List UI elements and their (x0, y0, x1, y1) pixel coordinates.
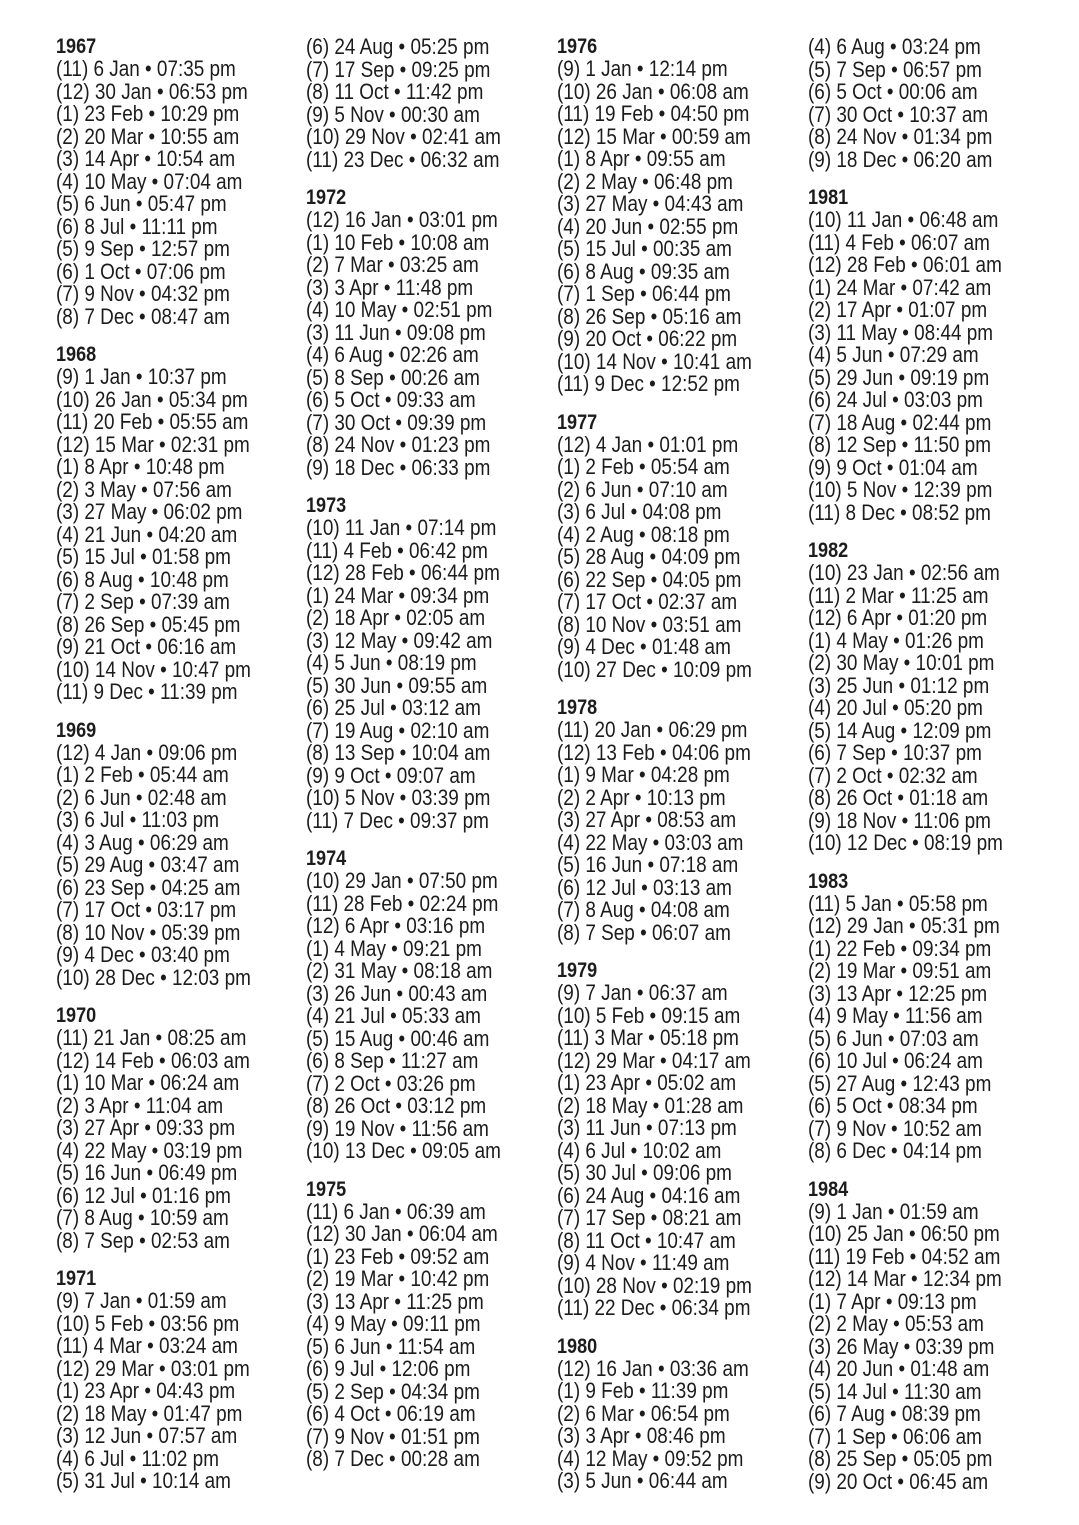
date-entry: (7) 8 Aug • 04:08 am (557, 897, 730, 922)
date-entry: (5) 31 Jul • 10:14 am (56, 1468, 231, 1493)
date-entry: (4) 10 May • 07:04 am (56, 168, 243, 194)
date-entry: (7) 17 Oct • 02:37 am (557, 589, 738, 614)
date-entry: (2) 2 May • 05:53 am (808, 1311, 984, 1336)
date-entry: (7) 1 Sep • 06:06 am (808, 1423, 982, 1449)
date-entry: (6) 25 Jul • 03:12 am (306, 695, 481, 720)
date-entry: (8) 10 Nov • 05:39 pm (56, 919, 241, 945)
year-heading: 1971 (56, 1267, 97, 1290)
year-heading: 1979 (557, 959, 598, 982)
date-entry: (4) 5 Jun • 08:19 pm (306, 650, 477, 675)
date-entry: (11) 5 Jan • 05:58 pm (808, 890, 988, 916)
date-entry: (4) 10 May • 02:51 pm (306, 297, 493, 322)
date-entry: (5) 9 Sep • 12:57 pm (56, 236, 230, 261)
date-entry: (9) 19 Nov • 11:56 am (306, 1115, 489, 1141)
date-entry: (6) 7 Aug • 08:39 pm (808, 1401, 981, 1426)
date-entry: (11) 2 Mar • 11:25 am (808, 582, 989, 608)
date-entry: (1) 8 Apr • 09:55 am (557, 146, 726, 171)
date-entry: (5) 14 Jul • 11:30 am (808, 1378, 982, 1404)
date-entry: (8) 26 Sep • 05:45 pm (56, 611, 241, 637)
date-entry: (1) 24 Mar • 09:34 pm (306, 582, 490, 608)
date-entry: (10) 12 Dec • 08:19 pm (808, 830, 1003, 855)
date-entry: (8) 26 Sep • 05:16 am (557, 303, 742, 329)
date-entry: (12) 16 Jan • 03:36 am (557, 1355, 749, 1381)
date-entry: (4) 3 Aug • 06:29 am (56, 829, 229, 855)
date-entry: (2) 31 May • 08:18 am (306, 958, 493, 983)
date-entry: (12) 6 Apr • 01:20 pm (808, 605, 988, 630)
date-entry: (10) 29 Jan • 07:50 pm (306, 868, 498, 893)
block-gap (557, 944, 807, 960)
date-entry: (2) 18 Apr • 02:05 am (306, 605, 486, 630)
date-entry: (12) 30 Jan • 06:53 pm (56, 78, 248, 104)
date-entry: (7) 19 Aug • 02:10 am (306, 717, 490, 743)
date-entry: (4) 6 Aug • 02:26 am (306, 342, 479, 367)
date-entry: (4) 21 Jul • 05:33 am (306, 1003, 481, 1028)
date-entry: (6) 8 Jul • 11:11 pm (56, 213, 218, 239)
date-entry: (11) 28 Feb • 02:24 pm (306, 890, 499, 916)
block-gap (56, 1252, 306, 1268)
date-entry: (6) 9 Jul • 12:06 pm (306, 1356, 471, 1381)
date-entry: (10) 28 Dec • 12:03 pm (56, 964, 251, 990)
date-entry: (12) 13 Feb • 04:06 pm (557, 739, 751, 765)
date-entry: (1) 23 Apr • 04:43 pm (56, 1378, 236, 1403)
date-entry: (9) 7 Jan • 01:59 am (56, 1288, 227, 1313)
date-entry: (2) 6 Mar • 06:54 pm (557, 1400, 730, 1426)
date-entry: (8) 24 Nov • 01:34 pm (808, 124, 993, 149)
date-entry: (5) 28 Aug • 04:09 pm (557, 544, 741, 569)
year-heading: 1977 (557, 410, 598, 434)
date-entry: (5) 15 Aug • 00:46 am (306, 1025, 490, 1051)
date-entry: (3) 11 May • 08:44 pm (808, 319, 994, 345)
date-entry: (11) 23 Dec • 06:32 am (306, 146, 500, 172)
date-entry: (7) 9 Nov • 10:52 am (808, 1115, 982, 1141)
date-entry: (3) 26 May • 03:39 pm (808, 1333, 995, 1359)
block-gap (808, 524, 1058, 540)
date-entry: (5) 8 Sep • 00:26 am (306, 364, 480, 390)
date-entry: (12) 28 Feb • 06:44 pm (306, 560, 500, 585)
date-entry: (11) 19 Feb • 04:50 pm (557, 101, 750, 126)
date-entry: (10) 23 Jan • 02:56 am (808, 560, 1000, 585)
year-heading: 1972 (306, 186, 347, 209)
date-entry: (2) 19 Mar • 09:51 am (808, 958, 992, 983)
year-heading: 1974 (306, 847, 347, 870)
date-entry: (5) 27 Aug • 12:43 pm (808, 1070, 992, 1096)
date-entry: (8) 7 Dec • 08:47 am (56, 303, 230, 329)
date-entry: (3) 26 Jun • 00:43 am (306, 980, 488, 1006)
block-gap (56, 704, 306, 720)
date-entry: (10) 5 Nov • 12:39 pm (808, 477, 993, 502)
date-entry: (6) 24 Jul • 03:03 pm (808, 387, 983, 412)
date-entry: (5) 2 Sep • 04:34 pm (306, 1378, 480, 1404)
date-entry: (2) 6 Jun • 02:48 am (56, 784, 227, 810)
date-entry: (12) 29 Mar • 04:17 am (557, 1047, 751, 1073)
year-heading: 1969 (56, 718, 97, 742)
date-entry: (11) 20 Feb • 05:55 am (56, 409, 249, 434)
date-entry: (5) 16 Jun • 07:18 am (557, 852, 739, 877)
date-entry: (5) 29 Aug • 03:47 am (56, 852, 240, 877)
date-entry: (7) 17 Oct • 03:17 pm (56, 897, 237, 922)
date-entry: (8) 11 Oct • 11:42 pm (306, 79, 484, 104)
date-entry: (1) 2 Feb • 05:44 am (56, 762, 229, 787)
block-gap (306, 479, 556, 495)
date-entry: (11) 9 Dec • 12:52 pm (557, 371, 740, 396)
date-entry: (10) 5 Feb • 03:56 pm (56, 1310, 240, 1336)
date-entry: (2) 30 May • 10:01 pm (808, 650, 995, 675)
date-entry: (4) 20 Jun • 02:55 pm (557, 213, 739, 239)
date-entry: (9) 1 Jan • 01:59 am (808, 1198, 979, 1224)
date-entry: (5) 29 Jun • 09:19 pm (808, 364, 990, 390)
column-1 (56, 36, 306, 1493)
date-entry: (5) 30 Jul • 09:06 pm (557, 1160, 732, 1185)
year-heading: 1968 (56, 343, 97, 366)
date-entry: (3) 27 May • 06:02 pm (56, 499, 243, 524)
date-entry: (11) 19 Feb • 04:52 am (808, 1243, 1001, 1269)
date-entry: (10) 5 Nov • 03:39 pm (306, 785, 491, 810)
date-entry: (2) 6 Jun • 07:10 am (557, 476, 728, 502)
date-entry: (6) 1 Oct • 07:06 pm (56, 258, 226, 284)
date-entry: (11) 9 Dec • 11:39 pm (56, 679, 238, 704)
year-heading: 1967 (56, 35, 97, 58)
date-entry: (3) 6 Jul • 11:03 pm (56, 807, 219, 832)
date-entry: (8) 26 Oct • 03:12 pm (306, 1093, 487, 1118)
date-entry: (11) 7 Dec • 09:37 pm (306, 807, 489, 833)
date-entry: (1) 24 Mar • 07:42 am (808, 274, 992, 300)
date-entry: (10) 27 Dec • 10:09 pm (557, 656, 752, 682)
block-gap (306, 832, 556, 848)
date-entry: (8) 24 Nov • 01:23 pm (306, 432, 491, 457)
date-entry: (8) 11 Oct • 10:47 am (557, 1227, 736, 1253)
date-entry: (4) 20 Jul • 05:20 pm (808, 695, 983, 720)
date-entry: (6) 22 Sep • 04:05 pm (557, 566, 742, 592)
date-entry: (4) 21 Jun • 04:20 am (56, 521, 238, 547)
date-entry: (8) 25 Sep • 05:05 pm (808, 1446, 993, 1471)
block-gap (56, 328, 306, 344)
date-entry: (12) 6 Apr • 03:16 pm (306, 913, 486, 938)
date-entry: (9) 9 Oct • 01:04 am (808, 454, 978, 480)
date-entry: (1) 2 Feb • 05:54 am (557, 454, 730, 479)
date-entry: (4) 5 Jun • 07:29 am (808, 342, 979, 367)
date-entry: (8) 12 Sep • 11:50 pm (808, 432, 991, 457)
date-entry: (10) 14 Nov • 10:41 am (557, 348, 752, 374)
year-heading: 1981 (808, 186, 849, 209)
date-entry: (9) 20 Oct • 06:22 pm (557, 326, 738, 351)
date-entry: (7) 9 Nov • 01:51 pm (306, 1423, 480, 1449)
date-entry: (10) 14 Nov • 10:47 pm (56, 656, 251, 682)
date-entry: (9) 18 Dec • 06:20 am (808, 146, 993, 172)
date-entry: (4) 6 Aug • 03:24 pm (808, 34, 981, 59)
date-entry: (1) 10 Feb • 10:08 am (306, 229, 490, 255)
date-entry: (10) 26 Jan • 05:34 pm (56, 386, 248, 412)
date-entry: (4) 22 May • 03:19 pm (56, 1137, 243, 1163)
year-heading: 1978 (557, 696, 598, 719)
date-entry: (5) 15 Jul • 01:58 pm (56, 544, 231, 569)
date-entry: (1) 10 Mar • 06:24 am (56, 1070, 240, 1095)
date-entry: (11) 21 Jan • 08:25 am (56, 1025, 247, 1050)
date-entry: (2) 19 Mar • 10:42 pm (306, 1266, 490, 1291)
date-entry: (6) 24 Aug • 04:16 am (557, 1182, 741, 1208)
date-entry: (9) 7 Jan • 06:37 am (557, 980, 728, 1005)
date-entry: (2) 7 Mar • 03:25 am (306, 252, 479, 277)
date-entry: (3) 6 Jul • 04:08 pm (557, 499, 722, 524)
block-gap (808, 171, 1058, 187)
date-entry: (10) 11 Jan • 07:14 pm (306, 515, 497, 540)
block-gap (557, 1320, 807, 1336)
date-entry: (1) 4 May • 01:26 pm (808, 627, 984, 653)
date-entry: (2) 3 Apr • 11:04 am (56, 1092, 224, 1118)
date-entry: (1) 8 Apr • 10:48 pm (56, 454, 225, 479)
date-entry: (6) 12 Jul • 01:16 pm (56, 1182, 231, 1208)
date-entry: (3) 27 May • 04:43 am (557, 191, 744, 216)
date-entry: (10) 28 Nov • 02:19 pm (557, 1272, 752, 1298)
date-entry: (5) 14 Aug • 12:09 pm (808, 717, 992, 743)
date-entry: (2) 2 May • 06:48 pm (557, 168, 733, 194)
date-entry: (12) 16 Jan • 03:01 pm (306, 207, 498, 232)
date-entry: (4) 6 Jul • 10:02 am (557, 1137, 722, 1163)
date-entry: (1) 9 Feb • 11:39 pm (557, 1378, 729, 1403)
date-entry: (9) 4 Dec • 03:40 pm (56, 942, 230, 967)
date-entry: (3) 12 Jun • 07:57 am (56, 1423, 238, 1448)
column-2 (306, 36, 556, 1471)
date-entry: (3) 13 Apr • 11:25 pm (306, 1288, 484, 1314)
date-entry: (7) 1 Sep • 06:44 pm (557, 281, 731, 306)
date-entry: (9) 5 Nov • 00:30 am (306, 101, 480, 127)
date-entry: (6) 5 Oct • 09:33 am (306, 387, 476, 412)
date-entry: (7) 2 Oct • 03:26 pm (306, 1070, 476, 1096)
date-entry: (4) 6 Jul • 11:02 pm (56, 1445, 219, 1471)
date-entry: (9) 1 Jan • 12:14 pm (557, 56, 728, 81)
date-entry: (9) 18 Dec • 06:33 pm (306, 454, 491, 480)
date-entry: (11) 6 Jan • 07:35 pm (56, 56, 236, 81)
date-entry: (12) 4 Jan • 09:06 pm (56, 739, 238, 765)
date-entry: (1) 22 Feb • 09:34 pm (808, 935, 992, 961)
date-entry: (10) 5 Feb • 09:15 am (557, 1002, 741, 1028)
year-heading: 1980 (557, 1334, 598, 1358)
date-entry: (6) 8 Sep • 11:27 am (306, 1048, 479, 1073)
column-3 (557, 36, 807, 1493)
date-entry: (4) 9 May • 11:56 am (808, 1003, 983, 1028)
date-entry: (6) 7 Sep • 10:37 pm (808, 740, 982, 765)
date-entry: (11) 4 Feb • 06:42 pm (306, 537, 488, 563)
date-entry: (5) 30 Jun • 09:55 am (306, 672, 488, 698)
date-entry: (7) 2 Sep • 07:39 am (56, 589, 230, 614)
date-entry: (3) 12 May • 09:42 am (306, 627, 493, 653)
date-entry: (4) 22 May • 03:03 am (557, 829, 744, 855)
year-heading: 1973 (306, 494, 347, 517)
date-entry: (2) 17 Apr • 01:07 pm (808, 297, 988, 322)
year-heading: 1976 (557, 35, 598, 58)
date-entry: (3) 11 Jun • 09:08 pm (306, 319, 486, 345)
date-entry: (5) 6 Jun • 05:47 pm (56, 191, 227, 216)
block-gap (808, 1163, 1058, 1179)
date-entry: (9) 21 Oct • 06:16 am (56, 634, 237, 659)
block-gap (557, 681, 807, 697)
date-entry: (2) 18 May • 01:47 pm (56, 1400, 243, 1426)
date-entry: (7) 17 Sep • 09:25 pm (306, 56, 491, 82)
date-entry: (1) 23 Feb • 09:52 am (306, 1243, 490, 1269)
date-entry: (9) 4 Nov • 11:49 am (557, 1250, 730, 1275)
date-entry: (3) 3 Apr • 11:48 pm (306, 274, 474, 300)
date-entry: (4) 9 May • 09:11 pm (306, 1311, 481, 1336)
date-entry: (12) 14 Mar • 12:34 pm (808, 1266, 1002, 1291)
date-entry: (1) 9 Mar • 04:28 pm (557, 762, 730, 787)
date-entry: (7) 30 Oct • 09:39 pm (306, 409, 487, 435)
date-entry: (8) 26 Oct • 01:18 am (808, 785, 989, 810)
date-entry: (10) 11 Jan • 06:48 am (808, 207, 999, 232)
date-entry: (12) 4 Jan • 01:01 pm (557, 431, 739, 457)
date-entry: (12) 29 Mar • 03:01 pm (56, 1355, 250, 1381)
date-entry: (10) 29 Nov • 02:41 am (306, 124, 501, 149)
date-entry: (2) 20 Mar • 10:55 am (56, 123, 240, 149)
date-entry: (3) 13 Apr • 12:25 pm (808, 980, 988, 1006)
date-entry: (6) 4 Oct • 06:19 am (306, 1401, 476, 1426)
date-entry: (6) 8 Aug • 10:48 pm (56, 566, 229, 592)
date-entry: (12) 28 Feb • 06:01 am (808, 252, 1002, 277)
date-entry: (12) 30 Jan • 06:04 am (306, 1221, 498, 1246)
date-entry: (2) 18 May • 01:28 am (557, 1092, 744, 1118)
date-entry: (3) 11 Jun • 07:13 pm (557, 1115, 737, 1140)
date-entry: (11) 6 Jan • 06:39 am (306, 1198, 486, 1224)
date-entry: (3) 14 Apr • 10:54 am (56, 146, 236, 171)
date-entry: (11) 4 Mar • 03:24 am (56, 1333, 238, 1358)
date-entry: (7) 17 Sep • 08:21 am (557, 1205, 742, 1230)
date-entry: (12) 14 Feb • 06:03 am (56, 1047, 250, 1073)
block-gap (557, 396, 807, 412)
date-entry: (8) 10 Nov • 03:51 am (557, 611, 742, 637)
date-entry: (4) 2 Aug • 08:18 pm (557, 521, 730, 547)
date-entry: (7) 30 Oct • 10:37 am (808, 101, 989, 127)
date-entry: (7) 2 Oct • 02:32 am (808, 762, 978, 788)
date-entry: (6) 12 Jul • 03:13 am (557, 874, 732, 900)
date-entry: (3) 25 Jun • 01:12 pm (808, 672, 990, 698)
date-entry: (11) 4 Feb • 06:07 am (808, 229, 990, 255)
date-entry: (5) 6 Jun • 07:03 am (808, 1025, 979, 1051)
date-entry: (1) 7 Apr • 09:13 pm (808, 1288, 977, 1314)
date-entry: (7) 8 Aug • 10:59 am (56, 1205, 229, 1230)
year-heading: 1970 (56, 1004, 97, 1027)
date-entry: (6) 5 Oct • 00:06 am (808, 79, 978, 104)
date-entry: (5) 16 Jun • 06:49 pm (56, 1160, 238, 1185)
year-heading: 1982 (808, 539, 849, 562)
date-entry: (9) 20 Oct • 06:45 am (808, 1468, 989, 1494)
date-entry: (3) 27 Apr • 09:33 pm (56, 1115, 236, 1140)
date-entry: (9) 9 Oct • 09:07 am (306, 762, 476, 788)
date-entry: (3) 3 Apr • 08:46 pm (557, 1423, 726, 1448)
date-entry: (8) 7 Dec • 00:28 am (306, 1446, 480, 1471)
date-entry: (7) 9 Nov • 04:32 pm (56, 281, 230, 306)
date-entry: (4) 20 Jun • 01:48 am (808, 1356, 990, 1381)
date-entry: (11) 22 Dec • 06:34 pm (557, 1295, 751, 1320)
date-entry: (5) 6 Jun • 11:54 am (306, 1333, 476, 1359)
date-entry: (9) 4 Dec • 01:48 am (557, 634, 731, 659)
year-heading: 1983 (808, 869, 849, 893)
column-4 (808, 36, 1058, 1493)
date-entry: (1) 23 Feb • 10:29 pm (56, 101, 240, 126)
year-heading: 1975 (306, 1177, 347, 1201)
date-entry: (1) 23 Apr • 05:02 am (557, 1070, 737, 1095)
date-entry: (3) 5 Jun • 06:44 am (557, 1468, 728, 1493)
date-entry: (8) 6 Dec • 04:14 pm (808, 1138, 982, 1163)
date-entry: (9) 18 Nov • 11:06 pm (808, 807, 991, 833)
date-entry: (7) 18 Aug • 02:44 pm (808, 409, 992, 435)
block-gap (306, 1163, 556, 1179)
date-entry: (12) 15 Mar • 02:31 pm (56, 431, 250, 457)
date-entry: (6) 10 Jul • 06:24 am (808, 1048, 983, 1073)
date-entry: (9) 1 Jan • 10:37 pm (56, 364, 227, 389)
date-entry: (2) 3 May • 07:56 am (56, 476, 232, 502)
date-entry: (12) 15 Mar • 00:59 am (557, 123, 751, 149)
date-entry: (5) 15 Jul • 00:35 am (557, 236, 732, 261)
date-entry: (8) 7 Sep • 02:53 am (56, 1227, 230, 1253)
date-entry: (1) 4 May • 09:21 pm (306, 935, 482, 961)
year-heading: 1984 (808, 1177, 849, 1201)
date-entry: (6) 23 Sep • 04:25 am (56, 874, 241, 900)
block-gap (808, 855, 1058, 871)
date-entry: (2) 2 Apr • 10:13 pm (557, 784, 726, 810)
date-entry: (11) 3 Mar • 05:18 pm (557, 1025, 739, 1050)
date-entry: (11) 20 Jan • 06:29 pm (557, 717, 748, 742)
date-entry: (10) 26 Jan • 06:08 am (557, 78, 749, 104)
block-gap (56, 989, 306, 1005)
date-entry: (8) 7 Sep • 06:07 am (557, 919, 731, 945)
date-entry: (6) 5 Oct • 08:34 pm (808, 1093, 978, 1118)
date-entry: (11) 8 Dec • 08:52 pm (808, 499, 991, 525)
date-entry: (6) 24 Aug • 05:25 pm (306, 34, 490, 59)
date-entry: (12) 29 Jan • 05:31 pm (808, 913, 1000, 938)
date-entry: (6) 8 Aug • 09:35 am (557, 258, 730, 284)
date-entry: (3) 27 Apr • 08:53 am (557, 807, 737, 832)
block-gap (306, 171, 556, 187)
date-entry: (10) 25 Jan • 06:50 pm (808, 1221, 1000, 1246)
date-entry: (5) 7 Sep • 06:57 pm (808, 56, 982, 82)
date-entry: (10) 13 Dec • 09:05 am (306, 1138, 501, 1163)
date-entry: (4) 12 May • 09:52 pm (557, 1445, 744, 1471)
date-entry: (8) 13 Sep • 10:04 am (306, 740, 491, 765)
